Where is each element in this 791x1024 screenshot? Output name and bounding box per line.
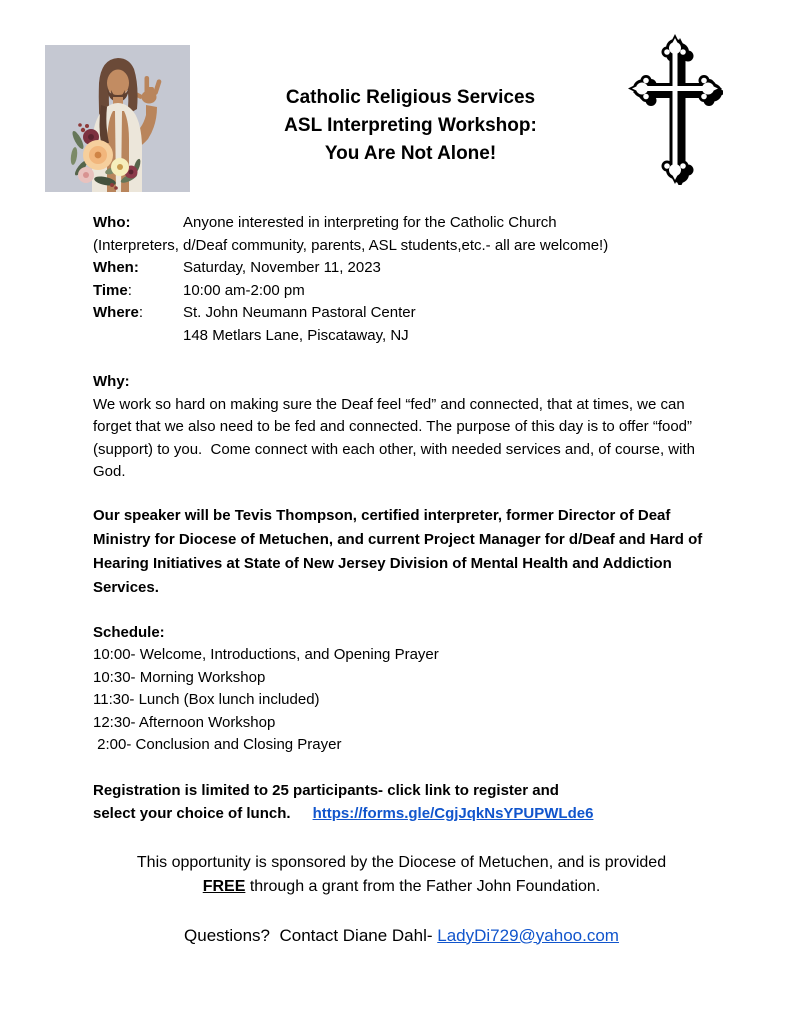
- sponsor-line-1: This opportunity is sponsored by the Diocese of Metuchen, and is provided: [136, 853, 667, 871]
- when-row: [93, 257, 710, 280]
- time-label: Time: [93, 281, 128, 299]
- speaker-paragraph: Our speaker will be Tevis Thompson, certified interpreter, former Director of Deaf Ministry for Diocese of Metuchen, and current Project Manager for d/Deaf and Hard of Hearing Initiatives at State of New Jersey Division of Mental Health and Addiction Services.: [93, 506, 707, 596]
- free-label: FREE: [202, 877, 246, 895]
- event-details: [93, 212, 710, 347]
- schedule-item: 11:30- Lunch (Box lunch included): [93, 691, 320, 708]
- sponsor-section: [93, 851, 710, 899]
- registration-line-2: [93, 802, 710, 825]
- cross-fill: [632, 38, 718, 180]
- schedule-item: 2:00- Conclusion and Closing Prayer: [93, 736, 342, 753]
- schedule-item: 12:30- Afternoon Workshop: [93, 713, 276, 731]
- flyer-body: [93, 212, 710, 947]
- time-value: 10:00 am-2:00 pm: [183, 281, 305, 299]
- schedule-item: 10:00- Welcome, Introductions, and Opening Prayer: [93, 646, 439, 663]
- title-line-2: ASL Interpreting Workshop:: [284, 115, 537, 136]
- schedule-item: 10:30- Morning Workshop: [93, 668, 266, 686]
- registration-form-link[interactable]: https://forms.gle/CgjJqkNsYPUPWLde6: [312, 804, 594, 822]
- time-colon: :: [127, 281, 132, 299]
- registration-line-1: Registration is limited to 25 participants- click link to register and: [93, 781, 559, 799]
- where-colon: :: [138, 304, 144, 321]
- contact-text: Questions? Contact Diane Dahl-: [184, 925, 438, 945]
- where-value: St. John Neumann Pastoral Center: [183, 304, 416, 321]
- schedule-heading: Schedule:: [93, 623, 165, 641]
- who-label: Who:: [93, 214, 131, 231]
- registration-section: [93, 779, 710, 825]
- who-row: [93, 212, 710, 235]
- who-value: Anyone interested in interpreting for the Catholic Church: [183, 214, 557, 231]
- title-line-1: Catholic Religious Services: [285, 87, 536, 108]
- why-heading: Why:: [93, 373, 130, 390]
- where-address: 148 Metlars Lane, Piscataway, NJ: [183, 326, 409, 344]
- time-row: [93, 280, 710, 303]
- schedule-section: [93, 622, 710, 757]
- where-label: Where: [93, 304, 139, 321]
- who-note: (Interpreters, d/Deaf community, parents, ASL students,etc.- all are welcome!): [93, 236, 609, 254]
- why-body: We work so hard on making sure the Deaf feel “fed” and connected, that at times, we can forget that we also need to be fed and connected. The purpose of this day is to offer “food” (support) to you. Come connect with each other, with needed services and, of course, with God.: [93, 395, 700, 480]
- where-row: [93, 302, 710, 325]
- registration-text: select your choice of lunch.: [93, 804, 291, 822]
- when-value: Saturday, November 11, 2023: [183, 259, 381, 276]
- cross-icon: [627, 33, 723, 185]
- budded-cross-outline: [627, 33, 723, 185]
- contact-section: [93, 925, 710, 948]
- when-label: When:: [93, 259, 139, 276]
- contact-email-link[interactable]: LadyDi729@yahoo.com: [437, 925, 619, 945]
- sponsor-line-2-rest: through a grant from the Father John Foundation.: [245, 877, 601, 895]
- why-section: [93, 371, 710, 484]
- sponsor-line-2: [93, 875, 710, 899]
- title-line-3: You Are Not Alone!: [324, 143, 497, 164]
